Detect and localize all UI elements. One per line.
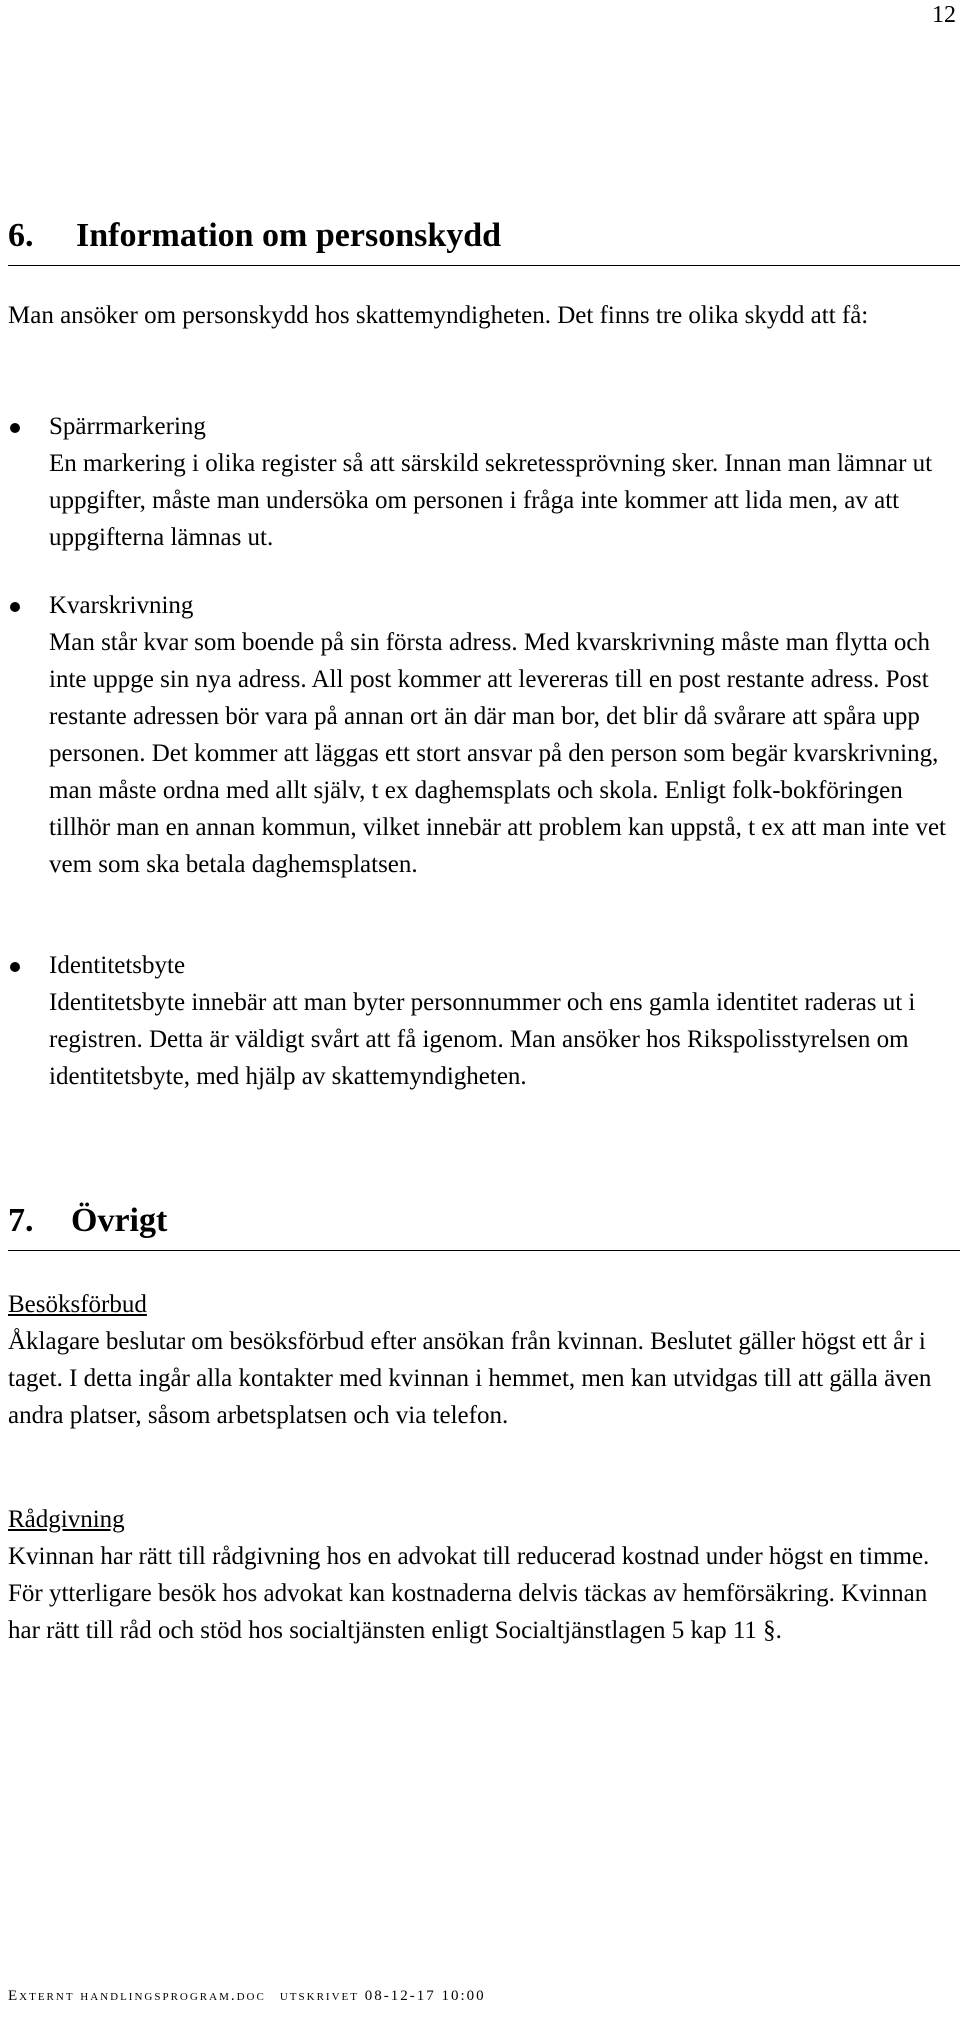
bullet-icon xyxy=(10,962,20,972)
footer-printed: utskrivet 08-12-17 10:00 xyxy=(279,1988,486,2004)
subsection-radgivning xyxy=(8,1501,958,1649)
bullet-title: Spärrmarkering xyxy=(49,413,206,440)
subsection-text: Kvinnan har rätt till rådgivning hos en advokat till reducerad kostnad under högst en timme. För ytterligare besök hos advokat kan kostnaderna delvis täckas av hemförsäkring. Kvinnan har rätt till råd och stöd hos socialtjänsten enligt Socialtjänstlagen 5 kap 11 §. xyxy=(8,1543,930,1644)
page-footer xyxy=(8,1988,500,2005)
bullet-title: Identitetsbyte xyxy=(49,952,186,979)
section-7-heading xyxy=(8,1202,960,1251)
bullet-icon xyxy=(10,602,20,612)
subsection-title: Rådgivning xyxy=(8,1506,125,1533)
section-number: 6. xyxy=(8,217,34,254)
subsection-title: Besöksförbud xyxy=(8,1291,147,1318)
section-6-heading xyxy=(8,217,960,266)
footer-filename: Externt handlingsprogram.doc xyxy=(8,1988,266,2004)
section-6-intro: Man ansöker om personskydd hos skattemyndigheten. Det finns tre olika skydd att få: xyxy=(8,302,869,329)
bullet-title: Kvarskrivning xyxy=(49,592,194,619)
bullet-text: Man står kvar som boende på sin första adress. Med kvarskrivning måste man flytta och inte uppge sin nya adress. All post kommer att levereras till en post restante adress. Post restante adressen bör vara på annan ort än där man bor, det blir då svårare att spåra upp personen. Det kommer att läggas ett stort ansvar på den person som begär kvarskrivning, man måste ordna med allt själv, t ex daghemsplats och skola. Enligt folk-bokföringen tillhör man en annan kommun, vilket innebär att problem kan uppstå, t ex att man inte vet vem som ska betala daghemsplatsen. xyxy=(49,629,946,878)
section-title: Övrigt xyxy=(71,1202,168,1239)
bullet-text: En markering i olika register så att särskild sekretessprövning sker. Innan man lämnar ut uppgifter, måste man undersöka om personen i fråga inte kommer att lida men, av att uppgifterna lämnas ut. xyxy=(49,450,933,551)
subsection-text: Åklagare beslutar om besöksförbud efter ansökan från kvinnan. Beslutet gäller högst ett år i taget. I detta ingår alla kontakter med kvinnan i hemmet, men kan utvidgas till att gälla även andra platser, såsom arbetsplatsen och via telefon. xyxy=(8,1328,932,1429)
page-number: 12 xyxy=(932,2,956,28)
section-title: Information om personskydd xyxy=(76,217,502,254)
bullet-icon xyxy=(10,423,20,433)
section-number: 7. xyxy=(8,1202,34,1239)
subsection-besoksforbud xyxy=(8,1286,958,1434)
bullet-text: Identitetsbyte innebär att man byter personnummer och ens gamla identitet raderas ut i registren. Detta är väldigt svårt att få igenom. Man ansöker hos Rikspolisstyrelsen om identitetsbyte, med hjälp av skattemyndigheten. xyxy=(49,989,916,1090)
